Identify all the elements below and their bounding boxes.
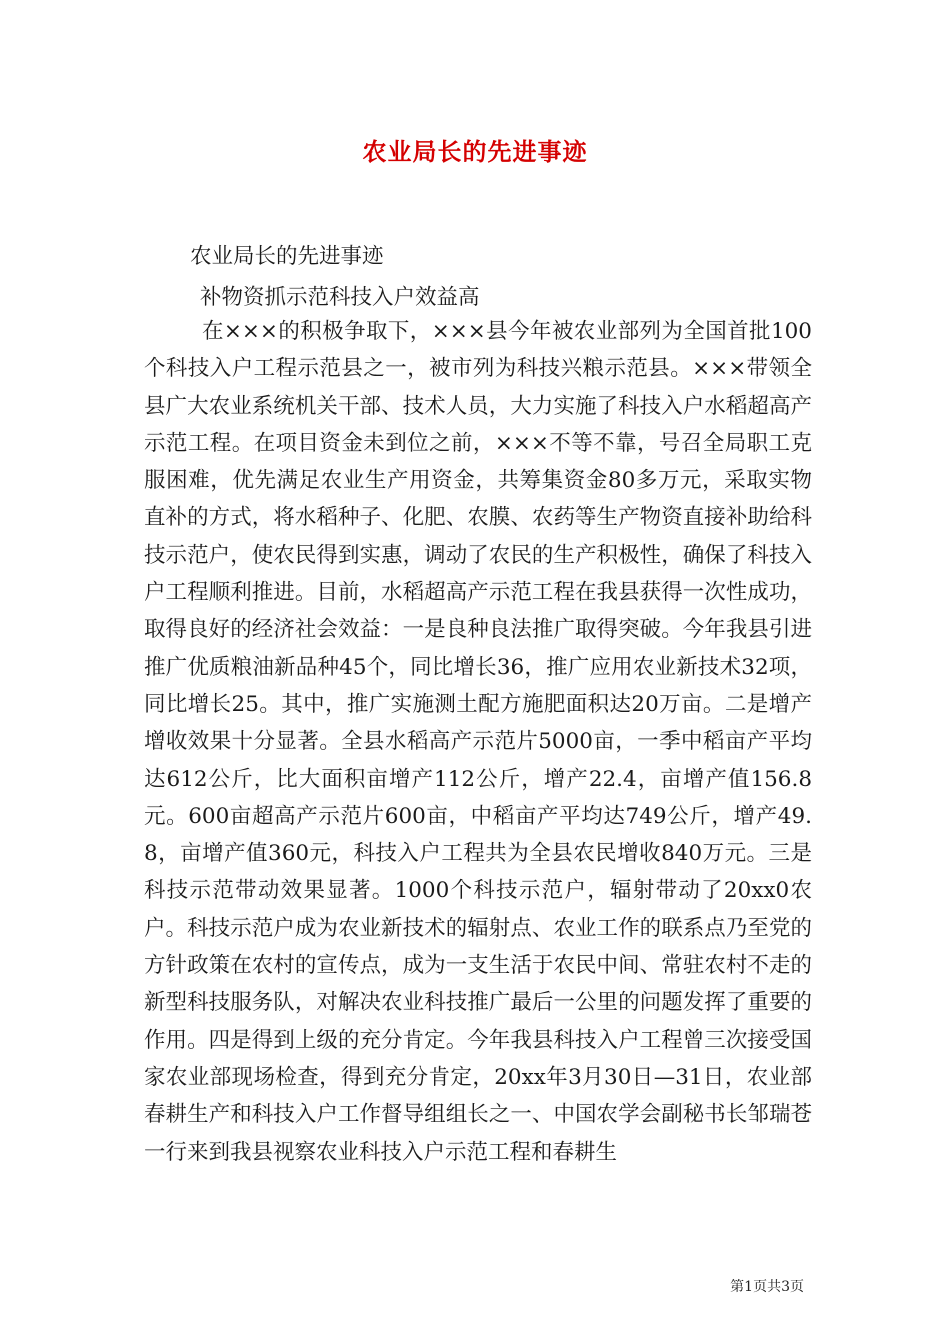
page-number-footer: 第1页共3页 [730,1279,804,1295]
document-title: 农业局长的先进事迹 [362,137,588,166]
body-paragraph: 在×××的积极争取下，×××县今年被农业部列为全国首批100个科技入户工程示范县之一，被市列为科技兴粮示范县。×××带领全县广大农业系统机关干部、技术人员，大力实施了科技入户水稻超高产示范工程。在项目资金未到位之前，×××不等不靠，号召全局职工克服困难，优先满足农业生产用资金，共筹集资金80多万元，采取实物直补的方式，将水稻种子、化肥、农膜、农药等生产物资直接补助给科技示范户，使农民得到实惠，调动了农民的生产积极性，确保了科技入户工程顺利推进。目前，水稻超高产示范工程在我县获得一次性成功，取得良好的经济社会效益：一是良种良法推广取得突破。今年我县引进推广优质粮油新品种45个，同比增长36，推广应用农业新技术32项，同比增长25。其中，推广实施测土配方施肥面积达20万亩。二是增产增收效果十分显著。全县水稻高产示范片5000亩，一季中稻亩产平均达612公斤，比大面积亩增产112公斤，增产22.4，亩增产值156.8元。600亩超高产示范片600亩，中稻亩产平均达749公斤，增产49.8，亩增产值360元，科技入户工程共为全县农民增收840万元。三是科技示范带动效果显著。1000个科技示范户，辐射带动了20xx0农户。科技示范户成为农业新技术的辐射点、农业工作的联系点乃至党的方针政策在农村的宣传点，成为一支生活于农民中间、常驻农村不走的新型科技服务队，对解决农业科技推广最后一公里的问题发挥了重要的作用。四是得到上级的充分肯定。今年我县科技入户工程曾三次接受国家农业部现场检查，得到充分肯定，20xx年3月30日—31日，农业部春耕生产和科技入户工作督导组组长之一、中国农学会副秘书长邹瑞苍一行来到我县视察农业科技入户示范工程和春耕生 [144,319,812,1165]
document-subheading: 农业局长的先进事迹 [190,244,384,269]
section-heading: 补物资抓示范科技入户效益高 [200,285,480,310]
